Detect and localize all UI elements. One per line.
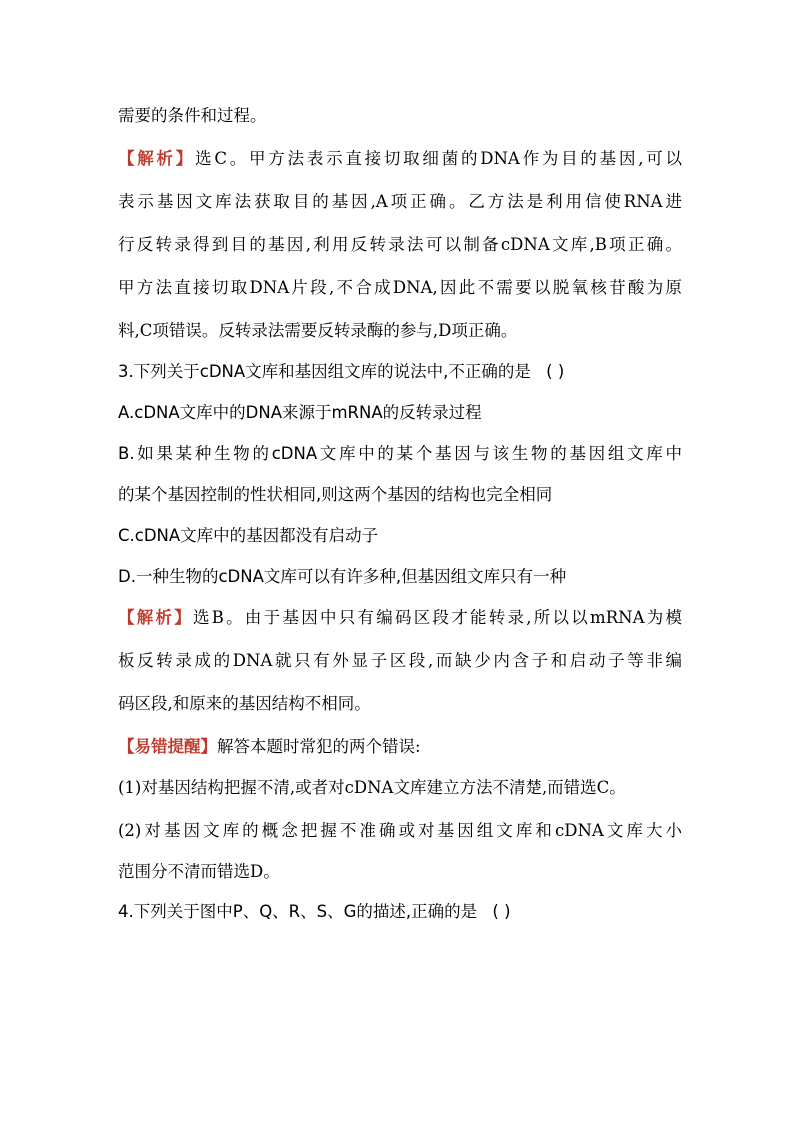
q3-tip-line-2: (2)对基因文库的概念把握不准确或对基因组文库和cDNA文库大小 xyxy=(118,821,682,840)
q3-analysis-line-2: 板反转录成的DNA就只有外显子区段,而缺少内含子和启动子等非编 xyxy=(118,651,682,670)
q3-analysis-line-1: 【解析】选B。由于基因中只有编码区段才能转录,所以以mRNA为模 xyxy=(118,608,682,627)
q2-analysis-line-2: 表示基因文库法获取目的基因,A项正确。乙方法是利用信使RNA进 xyxy=(118,192,682,211)
q3-tip-header: 【易错提醒】解答本题时常犯的两个错误: xyxy=(118,737,421,756)
q3-option-d: D.一种生物的cDNA文库可以有许多种,但基因组文库只有一种 xyxy=(118,567,567,586)
q2-analysis-line-5: 料,C项错误。反转录法需要反转录酶的参与,D项正确。 xyxy=(118,321,518,340)
q3-option-c: C.cDNA文库中的基因都没有启动子 xyxy=(118,526,379,545)
q3-option-b-line-1: B.如果某种生物的cDNA文库中的某个基因与该生物的基因组文库中 xyxy=(118,444,682,463)
answer-paren: ( ) xyxy=(546,362,565,381)
q3-option-b-line-2: 的某个基因控制的性状相同,则这两个基因的结构也完全相同 xyxy=(118,485,553,504)
q2-analysis-line-1: 【解析】选C。甲方法表示直接切取细菌的DNA作为目的基因,可以 xyxy=(118,149,682,168)
q3-tip-line-3: 范围分不清而错选D。 xyxy=(118,862,280,881)
analysis-tag: 【解析】 xyxy=(118,608,194,627)
q3-analysis-line-3: 码区段,和原来的基因结构不相同。 xyxy=(118,694,371,713)
analysis-tag: 【解析】 xyxy=(118,149,196,168)
q3-tip-line-1: (1)对基因结构把握不清,或者对cDNA文库建立方法不清楚,而错选C。 xyxy=(118,778,626,797)
q2-analysis-line-4: 甲方法直接切取DNA片段,不合成DNA,因此不需要以脱氧核苷酸为原 xyxy=(118,278,682,297)
q3-option-a: A.cDNA文库中的DNA来源于mRNA的反转录过程 xyxy=(118,403,482,422)
q2-stem-tail: 需要的条件和过程。 xyxy=(118,106,267,125)
q2-analysis-line-3: 行反转录得到目的基因,利用反转录法可以制备cDNA文库,B项正确。 xyxy=(118,235,682,254)
q3-stem: 3.下列关于cDNA文库和基因组文库的说法中,不正确的是 ( ) xyxy=(118,362,565,381)
q4-stem: 4.下列关于图中P、Q、R、S、G的描述,正确的是 ( ) xyxy=(118,902,511,921)
tip-tag: 【易错提醒】 xyxy=(118,737,217,756)
answer-paren: ( ) xyxy=(492,902,511,921)
